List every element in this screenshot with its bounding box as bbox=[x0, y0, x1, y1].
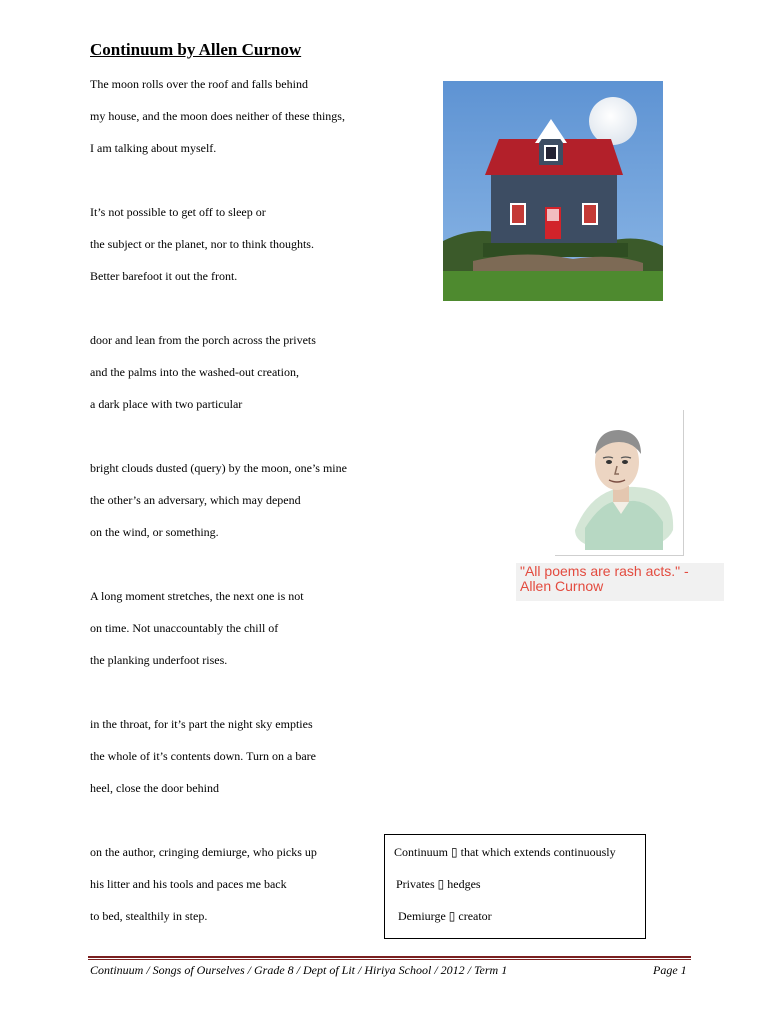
glossary-item: Demiurge ▯ creator bbox=[398, 909, 492, 923]
glossary-item: Privates ▯ hedges bbox=[396, 877, 481, 891]
glossary-item: Continuum ▯ that which extends continuously bbox=[394, 845, 616, 859]
quote-attribution: Allen Curnow bbox=[520, 578, 604, 594]
portrait-border bbox=[683, 410, 684, 556]
poem-line: A long moment stretches, the next one is not bbox=[90, 589, 304, 603]
house-moon-image bbox=[443, 81, 663, 301]
poem-line: to bed, stealthily in step. bbox=[90, 909, 208, 923]
poem-line: It’s not possible to get off to sleep or bbox=[90, 205, 266, 219]
poem-line: on the wind, or something. bbox=[90, 525, 219, 539]
poem-line: on time. Not unaccountably the chill of bbox=[90, 621, 279, 635]
poem-line: door and lean from the porch across the privets bbox=[90, 333, 316, 347]
poem-line: the whole of it’s contents down. Turn on a bare bbox=[90, 749, 316, 763]
poem-line: the subject or the planet, nor to think thoughts. bbox=[90, 237, 314, 251]
poem-line: a dark place with two particular bbox=[90, 397, 243, 411]
portrait-border bbox=[555, 555, 683, 556]
poem-line: the planking underfoot rises. bbox=[90, 653, 228, 667]
footer-rule bbox=[88, 956, 691, 958]
poem-line: The moon rolls over the roof and falls behind bbox=[90, 77, 308, 91]
poem-line: and the palms into the washed-out creation, bbox=[90, 365, 299, 379]
poem-line: the other’s an adversary, which may depend bbox=[90, 493, 301, 507]
footer-rule bbox=[88, 959, 691, 960]
quote-line: "All poems are rash acts." - bbox=[520, 563, 689, 579]
footer-text: Continuum / Songs of Ourselves / Grade 8 / Dept of Lit / Hiriya School / 2012 / Term 1 bbox=[90, 963, 508, 977]
page-title: Continuum by Allen Curnow bbox=[90, 40, 302, 59]
poem-line: on the author, cringing demiurge, who picks up bbox=[90, 845, 317, 859]
poem-line: heel, close the door behind bbox=[90, 781, 219, 795]
poem-line: his litter and his tools and paces me back bbox=[90, 877, 287, 891]
poem-line: I am talking about myself. bbox=[90, 141, 217, 155]
author-portrait-image bbox=[555, 410, 683, 556]
page-number: Page 1 bbox=[653, 963, 687, 977]
poem-line: in the throat, for it’s part the night sky empties bbox=[90, 717, 313, 731]
poem-line: my house, and the moon does neither of these things, bbox=[90, 109, 345, 123]
poem-line: bright clouds dusted (query) by the moon, one’s mine bbox=[90, 461, 347, 475]
poem-line: Better barefoot it out the front. bbox=[90, 269, 238, 283]
